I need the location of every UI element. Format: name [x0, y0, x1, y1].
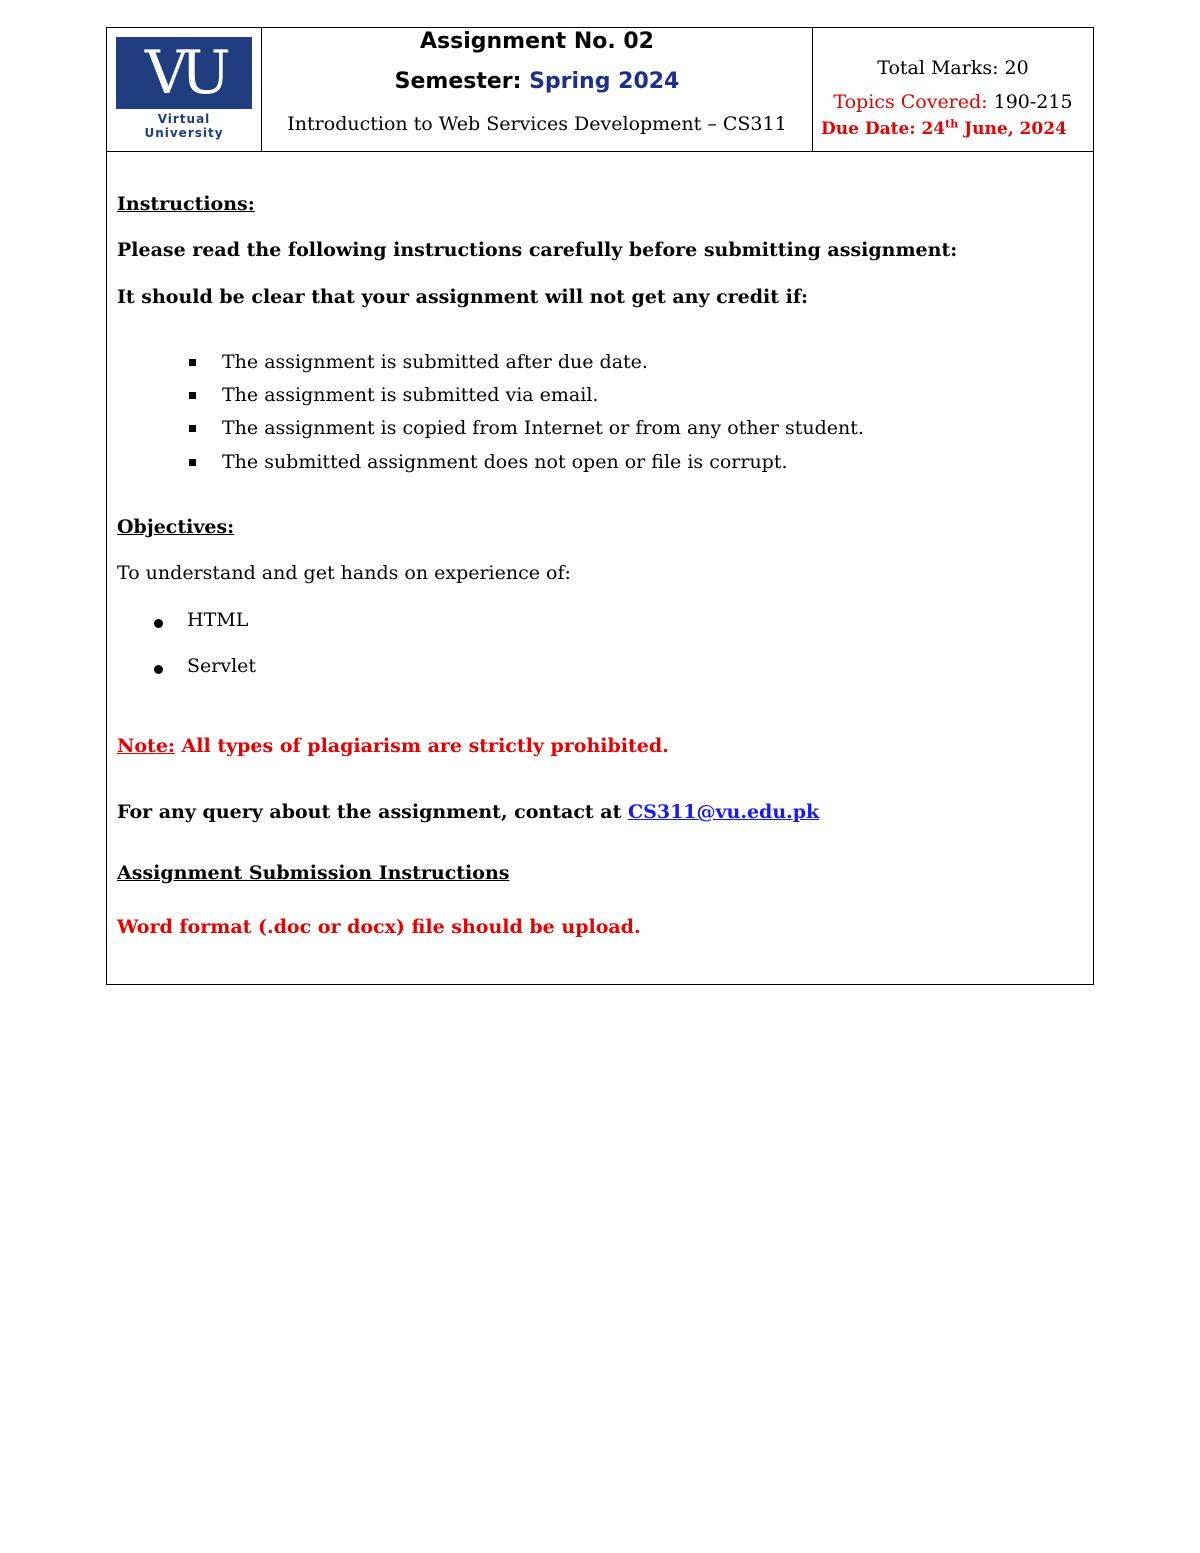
- instructions-heading: Instructions:: [117, 193, 255, 215]
- instruction-item: The assignment is submitted after due date.: [222, 351, 648, 373]
- topics-label: Topics Covered:: [833, 91, 994, 113]
- instruction-item: The assignment is copied from Internet or from any other student.: [222, 417, 864, 439]
- instruction-item: The submitted assignment does not open or file is corrupt.: [222, 451, 788, 473]
- assignment-number: Assignment No. 02: [419, 29, 654, 54]
- submission-heading: Assignment Submission Instructions: [117, 862, 510, 884]
- logo-mark: VU: [116, 37, 252, 109]
- note-label: Note:: [117, 735, 175, 757]
- marks-cell: [813, 28, 1093, 151]
- objective-item: Servlet: [187, 655, 257, 677]
- instructions-line-1: Please read the following instructions carefully before submitting assignment:: [117, 239, 958, 261]
- topics-value: 190-215: [993, 91, 1073, 113]
- header-table: [107, 28, 1093, 152]
- due-sup: th: [945, 117, 959, 131]
- university-logo: [116, 37, 252, 140]
- objectives-intro: To understand and get hands on experience of:: [117, 562, 571, 584]
- note: [117, 734, 669, 758]
- due-prefix: Due Date: 24: [821, 119, 946, 139]
- logo-name: Virtual University: [144, 112, 224, 140]
- square-bullet-icon: [189, 392, 196, 399]
- objectives-heading: Objectives:: [117, 516, 235, 538]
- semester-label: Semester:: [394, 69, 530, 94]
- content: [117, 152, 1083, 984]
- instructions-line-2: It should be clear that your assignment will not get any credit if:: [117, 286, 809, 308]
- assignment-sheet: [106, 27, 1094, 985]
- due-suffix: June, 2024: [958, 119, 1067, 139]
- square-bullet-icon: [189, 425, 196, 432]
- objective-item: HTML: [187, 609, 249, 631]
- square-bullet-icon: [189, 459, 196, 466]
- total-marks: Total Marks: 20: [877, 57, 1029, 79]
- due-date: [821, 118, 1067, 140]
- semester-value: Spring 2024: [529, 69, 680, 94]
- round-bullet-icon: [154, 665, 163, 674]
- logo-cell: [107, 28, 262, 151]
- note-text: All types of plagiarism are strictly prohibited.: [174, 735, 669, 757]
- semester: [262, 68, 812, 96]
- course-title: Introduction to Web Services Development – CS311: [287, 113, 787, 135]
- contact-email-link[interactable]: CS311@vu.edu.pk: [628, 801, 820, 823]
- instruction-item: The assignment is submitted via email.: [222, 384, 599, 406]
- query-text: For any query about the assignment, contact at: [117, 801, 628, 823]
- submission-text: Word format (.doc or docx) file should be upload.: [117, 916, 641, 938]
- square-bullet-icon: [189, 359, 196, 366]
- round-bullet-icon: [154, 619, 163, 628]
- query-line: [117, 800, 819, 824]
- title-cell: [262, 28, 813, 151]
- topics-covered: [813, 90, 1093, 114]
